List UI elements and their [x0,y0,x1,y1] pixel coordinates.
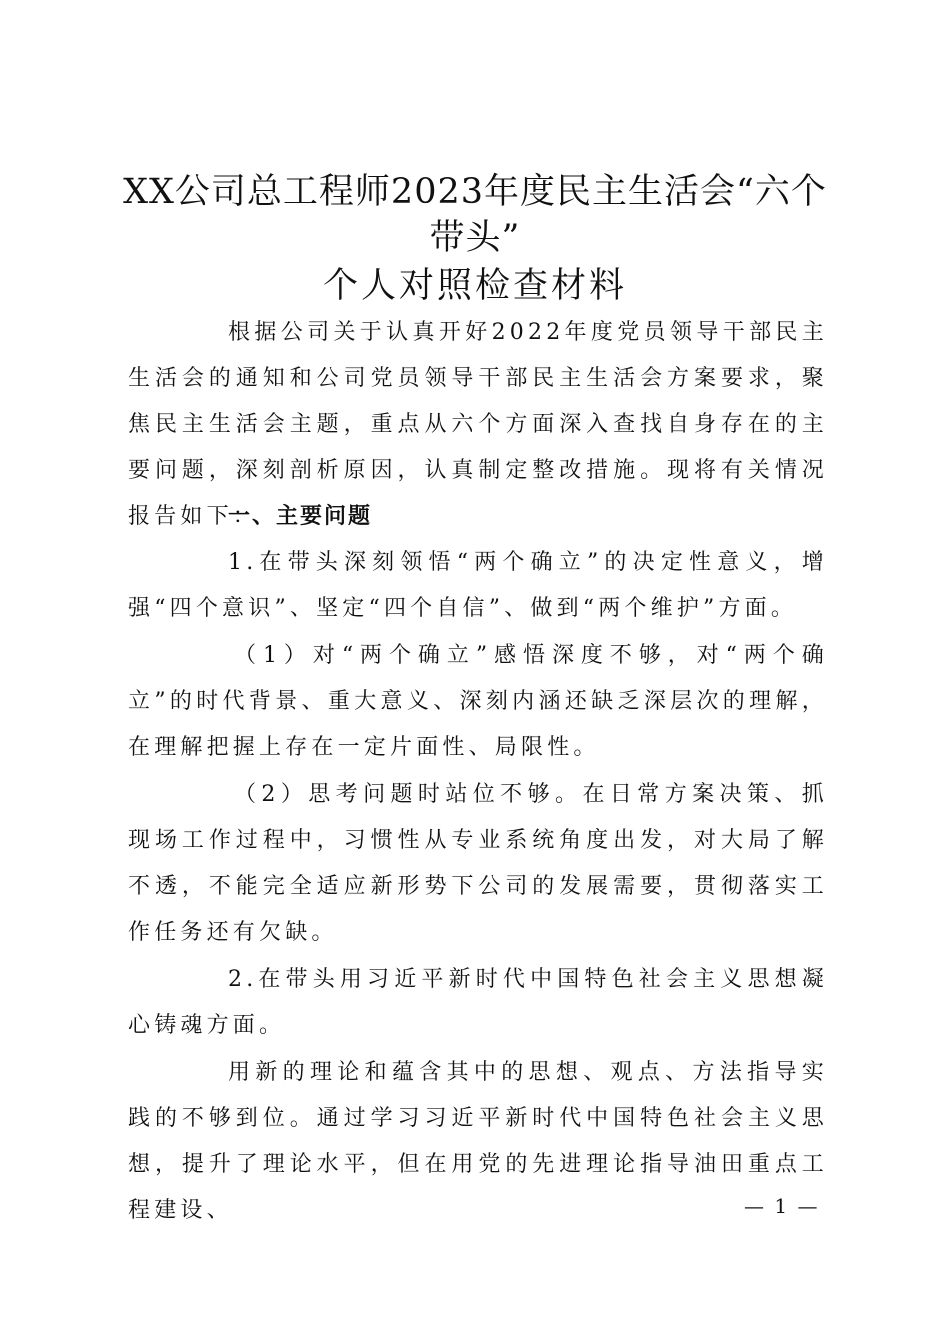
item-2-heading: 2.在带头用习近平新时代中国特色社会主义思想凝心铸魂方面。 [128,967,828,1038]
item-1-subpoint-1: （1）对“两个确立”感悟深度不够，对“两个确立”的时代背景、重大意义、深刻内涵还缺乏深层次的理解，在理解把握上存在一定片面性、局限性。 [128,643,828,760]
item-2-body: 用新的理论和蕴含其中的思想、观点、方法指导实践的不够到位。通过学习习近平新时代中国特色社会主义思想，提升了理论水平，但在用党的先进理论指导油田重点工程建设、 [128,1060,828,1223]
section-heading-main-problems: 一、主要问题 [228,504,373,529]
document-title-line-2: 带头” [429,218,521,258]
document-title-line-1: XX公司总工程师2023年度民主生活会“六个 [123,172,827,212]
document-subtitle: 个人对照检查材料 [322,266,627,306]
item-1-heading: 1.在带头深刻领悟“两个确立”的决定性意义，增强“四个意识”、坚定“四个自信”、做到“两个维护”方面。 [128,550,828,621]
intro-paragraph: 根据公司关于认真开好2022年度党员领导干部民主生活会的通知和公司党员领导干部民主生活会方案要求，聚焦民主生活会主题，重点从六个方面深入查找自身存在的主要问题，深刻剖析原因，认真制定整改措施。现将有关情况报告如下： [128,320,828,529]
item-1-subpoint-2: （2）思考问题时站位不够。在日常方案决策、抓现场工作过程中，习惯性从专业系统角度出发，对大局了解不透，不能完全适应新形势下公司的发展需要，贯彻落实工作任务还有欠缺。 [128,782,828,945]
page-number: — 1 — [744,1194,820,1218]
